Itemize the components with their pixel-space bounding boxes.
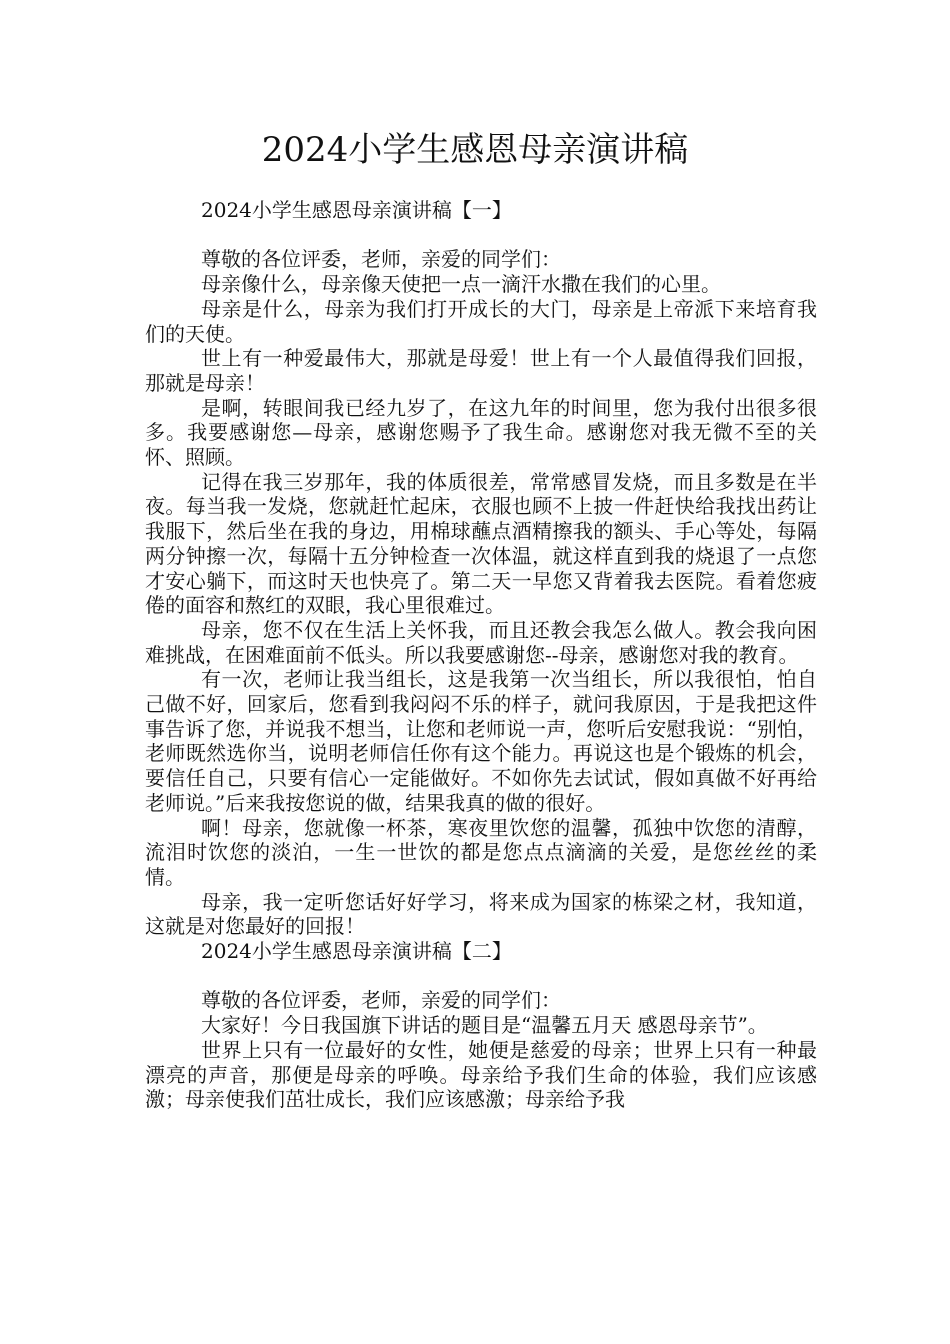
paragraph-1-5: 记得在我三岁那年，我的体质很差，常常感冒发烧，而且多数是在半夜。每当我一发烧，您就赶忙起床，衣服也顾不上披一件赶快给我找出药让我服下，然后坐在我的身边，用棉球蘸点酒精擦我的额头、手心等处，每隔两分钟擦一次，每隔十五分钟检查一次体温，就这样直到我的烧退了一点您才安心躺下，而这时天也快亮了。第二天一早您又背着我去医院。看着您疲倦的面容和熬红的双眼，我心里很难过。 [145, 469, 817, 618]
paragraph-1-9: 母亲，我一定听您话好好学习，将来成为国家的栋梁之材，我知道，这就是对您最好的回报！ [145, 889, 817, 939]
paragraph-1-1: 母亲像什么，母亲像天使把一点一滴汗水撒在我们的心里。 [201, 272, 721, 297]
paragraph-1-7: 有一次，老师让我当组长，这是我第一次当组长，所以我很怕，怕自己做不好，回家后，您看到我闷闷不乐的样子，就问我原因，于是我把这件事告诉了您，并说我不想当，让您和老师说一声，您听后安慰我说：“别怕，老师既然选你当，说明老师信任你有这个能力。再说这也是个锻炼的机会，要信任自己，只要有信心一定能做好。不如你先去试试，假如真做不好再给老师说。”后来我按您说的做，结果我真的做的很好。 [145, 667, 817, 815]
paragraph-1-2: 母亲是什么，母亲为我们打开成长的大门，母亲是上帝派下来培育我们的天使。 [145, 296, 817, 346]
blank-line [145, 964, 817, 989]
document-title: 2024小学生感恩母亲演讲稿 [261, 130, 689, 170]
paragraph-2-2: 世界上只有一位最好的女性，她便是慈爱的母亲；世界上只有一种最漂亮的声音，那便是母亲的呼唤。母亲给予我们生命的体验，我们应该感激；母亲使我们茁壮成长，我们应该感激；母亲给予我 [145, 1037, 817, 1112]
paragraph-1-8: 啊！母亲，您就像一杯茶，寒夜里饮您的温馨，孤独中饮您的清醇，流泪时饮您的淡泊，一生一世饮的都是您点点滴滴的关爱，是您丝丝的柔情。 [145, 815, 817, 889]
paragraph-2-0: 尊敬的各位评委，老师，亲爱的同学们： [201, 988, 561, 1013]
paragraph-2-1: 大家好！今日我国旗下讲话的题目是“温馨五月天 感恩母亲节”。 [201, 1013, 768, 1038]
section-heading-1: 2024小学生感恩母亲演讲稿【一】 [201, 198, 512, 222]
paragraph-1-4: 是啊，转眼间我已经九岁了，在这九年的时间里，您为我付出很多很多。我要感谢您—母亲，感谢您赐予了我生命。感谢您对我无微不至的关怀、照顾。 [145, 395, 817, 470]
document-body [145, 198, 817, 1112]
paragraph-1-3: 世上有一种爱最伟大，那就是母爱！世上有一个人最值得我们回报，那就是母亲！ [145, 346, 817, 395]
section-heading-2: 2024小学生感恩母亲演讲稿【二】 [201, 939, 512, 964]
paragraph-1-0: 尊敬的各位评委，老师，亲爱的同学们： [201, 247, 561, 272]
paragraph-1-6: 母亲，您不仅在生活上关怀我，而且还教会我怎么做人。教会我向困难挑战，在困难面前不低头。所以我要感谢您--母亲，感谢您对我的教育。 [145, 617, 817, 667]
blank-line [145, 223, 817, 248]
